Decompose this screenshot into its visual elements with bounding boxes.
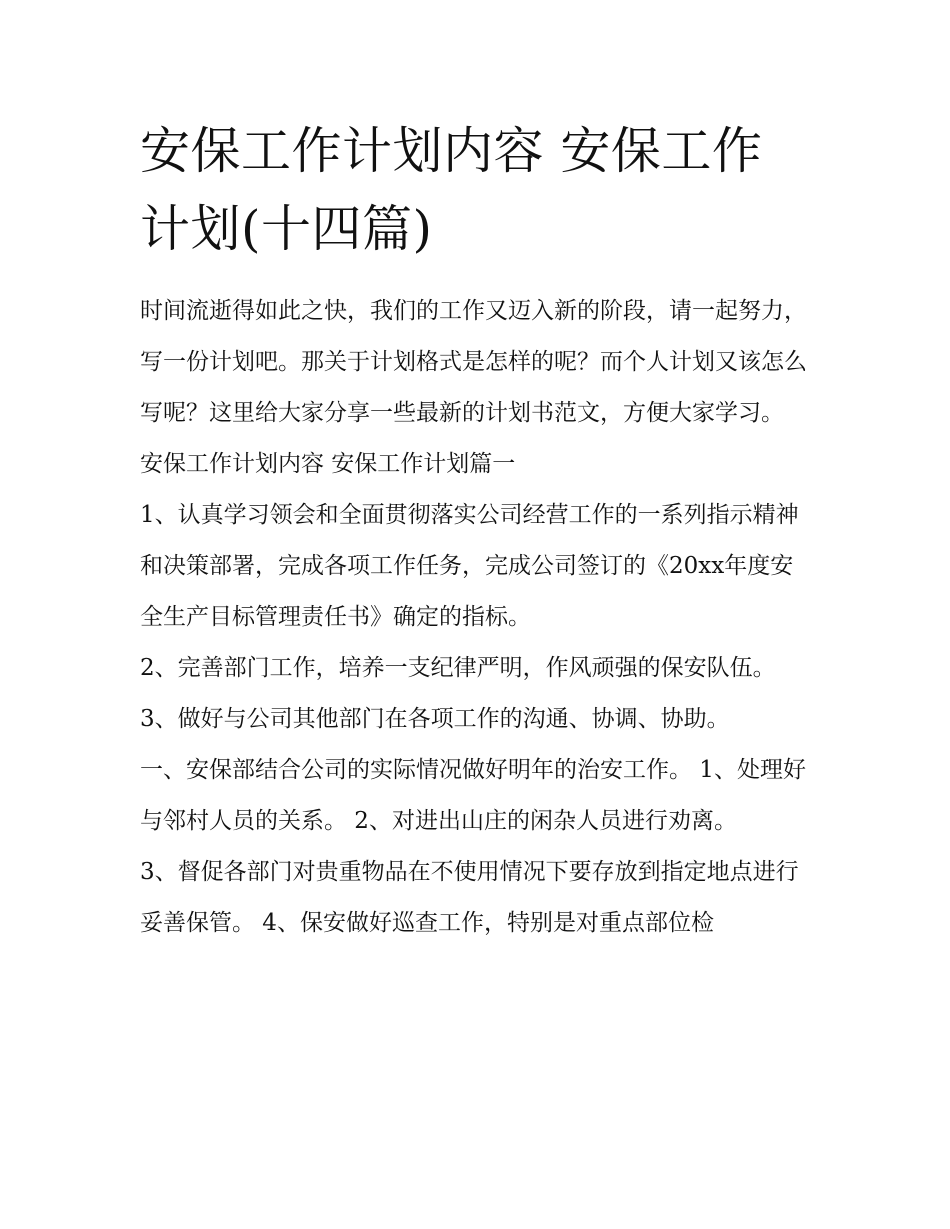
body-paragraph: 一、安保部结合公司的实际情况做好明年的治安工作。 1、处理好与邻村人员的关系。 2、对进出山庄的闲杂人员进行劝离。 (140, 757, 806, 834)
body-paragraph: 3、督促各部门对贵重物品在不使用情况下要存放到指定地点进行妥善保管。 4、保安做好巡查工作，特别是对重点部位检 (140, 859, 799, 936)
document-title: 安保工作计划内容 安保工作计划(十四篇) (140, 122, 763, 258)
body-paragraph: 1、认真学习领会和全面贯彻落实公司经营工作的一系列指示精神和决策部署，完成各项工作任务，完成公司签订的《20xx年度安全生产目标管理责任书》确定的指标。 (140, 502, 799, 630)
document-page (140, 112, 812, 949)
body-paragraph: 2、完善部门工作，培养一支纪律严明，作风顽强的保安队伍。 3、做好与公司其他部门在各项工作的沟通、协调、协助。 (140, 655, 776, 732)
section-heading: 安保工作计划内容 安保工作计划篇一 (140, 451, 516, 477)
intro-paragraph: 时间流逝得如此之快，我们的工作又迈入新的阶段，请一起努力，写一份计划吧。那关于计划格式是怎样的呢？而个人计划又该怎么写呢？这里给大家分享一些最新的计划书范文，方便大家学习。 (140, 298, 807, 426)
